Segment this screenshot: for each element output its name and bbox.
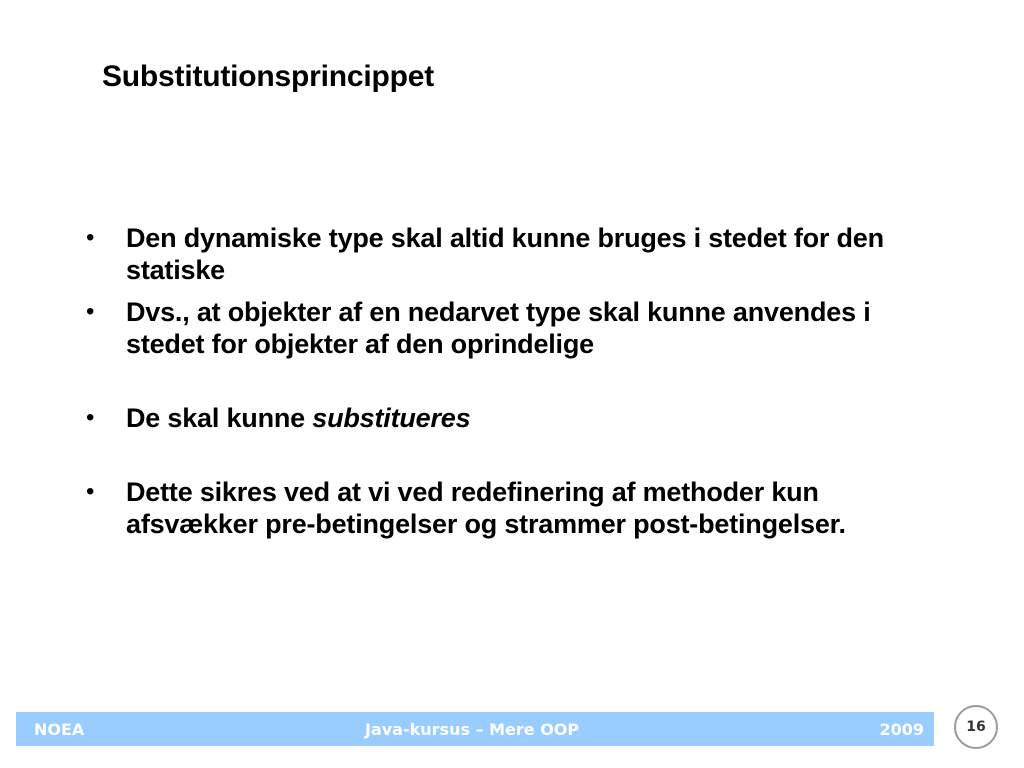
bullet-icon: • [86, 404, 95, 431]
bullet-text: Den dynamiske type skal altid kunne bruges i stedet for den statiske [126, 223, 884, 285]
bullet-item [86, 296, 916, 360]
footer-year: 2009 [879, 720, 924, 739]
footer-bar [16, 712, 934, 746]
page-number-badge [954, 705, 998, 749]
bullet-emphasis: substitueres [312, 403, 471, 433]
slide-title: Substitutionsprincippet [102, 60, 435, 93]
footer-organization: NOEA [34, 720, 85, 739]
footer-course-title: Java-kursus – Mere OOP [365, 720, 580, 739]
bullet-text: De skal kunne [126, 403, 313, 433]
page-number: 16 [966, 719, 986, 735]
bullet-text: Dvs., at objekter af en nedarvet type skal kunne anvendes i stedet for objekter af den oprindelige [126, 297, 871, 359]
bullet-item [86, 476, 916, 540]
bullet-text: Dette sikres ved at vi ved redefinering af methoder kun afsvækker pre-betingelser og strammer post-betingelser. [126, 477, 846, 539]
bullet-icon: • [86, 224, 95, 251]
bullet-item [86, 402, 916, 434]
bullet-icon: • [86, 478, 95, 505]
bullet-icon: • [86, 298, 95, 325]
bullet-list [86, 222, 916, 540]
bullet-item [86, 222, 916, 286]
